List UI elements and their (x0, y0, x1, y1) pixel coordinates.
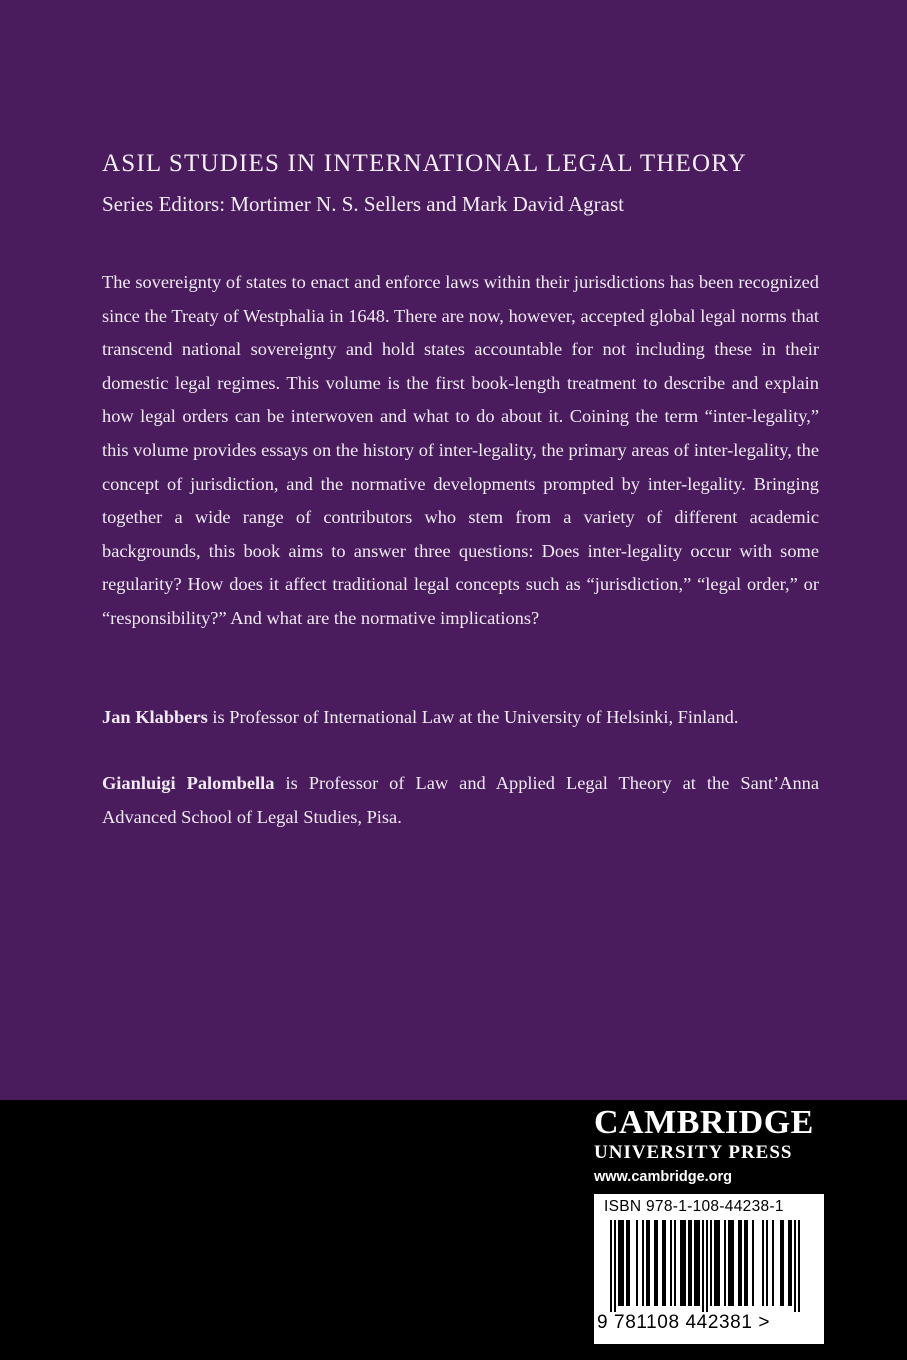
barcode-bar (670, 1220, 672, 1306)
barcode-bar (654, 1220, 656, 1306)
publisher-name: CAMBRIDGE (594, 1104, 814, 1141)
barcode-bar (610, 1220, 612, 1312)
barcode-bar (664, 1220, 666, 1306)
barcode-bar (788, 1220, 790, 1306)
barcode-bar (680, 1220, 682, 1306)
barcode-bar (620, 1220, 622, 1306)
barcode-bar (724, 1220, 726, 1306)
barcode-bar (710, 1220, 712, 1306)
barcode-bar (656, 1220, 658, 1306)
barcode-icon (600, 1220, 818, 1312)
barcode-bar (790, 1220, 792, 1306)
barcode-bar (752, 1220, 754, 1306)
barcode-bar (714, 1220, 716, 1306)
barcode-bar (740, 1220, 742, 1306)
barcode-bar (702, 1220, 704, 1312)
barcode-digits: 9 781108 442381 > (597, 1312, 771, 1333)
barcode-bar (728, 1220, 730, 1306)
barcode-bar (626, 1220, 628, 1306)
barcode-bar (798, 1220, 800, 1312)
book-description: The sovereignty of states to enact and enforce laws within their jurisdictions has been recognized since the Treaty of Westphalia in 1648. There are now, however, accepted global legal norms that transcend national sovereignty and hold states accountable for not including these in their domestic legal regimes. This volume is the first book-length treatment to describe and explain how legal orders can be interwoven and what to do about it. Coining the term “inter-legality,” this volume provides essays on the history of inter-legality, the primary areas of inter-legality, the concept of jurisdiction, and the normative developments prompted by inter-legality. Bringing together a wide range of contributors who stem from a variety of different academic backgrounds, this book aims to answer three questions: Does inter-legality occur with some regularity? How does it affect traditional legal concepts such as “jurisdiction,” “legal order,” or “responsibility?” And what are the normative implications? (102, 272, 819, 628)
isbn-label: ISBN 978-1-108-44238-1 (604, 1198, 784, 1215)
barcode-bar (682, 1220, 684, 1306)
barcode-bar (622, 1220, 624, 1306)
barcode-bar (718, 1220, 720, 1306)
barcode-bar (648, 1220, 650, 1306)
editor-bio-text-2: is Professor of Law and Applied Legal Theory at the Sant’Anna Advanced School of Legal Studies, Pisa. (102, 773, 820, 827)
publisher-website: www.cambridge.org (594, 1169, 733, 1185)
barcode-bar (614, 1220, 616, 1312)
series-editors: Series Editors: Mortimer N. S. Sellers and Mark David Agrast (102, 192, 625, 216)
barcode-bar (766, 1220, 768, 1306)
barcode-bar (694, 1220, 696, 1306)
publisher-logo (594, 1104, 826, 1187)
barcode-bar (688, 1220, 690, 1306)
barcode-bar (690, 1220, 692, 1306)
barcode-bar (732, 1220, 734, 1306)
editor-bio-2 (102, 767, 819, 834)
barcode-bar (706, 1220, 708, 1312)
barcode-bar (618, 1220, 620, 1306)
editor-name-1: Jan Klabbers (102, 707, 208, 727)
barcode-bar (782, 1220, 784, 1306)
barcode-bar (762, 1220, 764, 1306)
editor-bio-text-1: is Professor of International Law at the University of Helsinki, Finland. (207, 707, 739, 727)
editor-bio-1 (102, 701, 819, 735)
publisher-subtitle: UNIVERSITY PRESS (594, 1142, 793, 1163)
barcode-bar (716, 1220, 718, 1306)
barcode-bar (684, 1220, 686, 1306)
barcode-bar (636, 1220, 638, 1306)
barcode-bar (628, 1220, 630, 1306)
barcode-bar (674, 1220, 676, 1306)
series-title: ASIL STUDIES IN INTERNATIONAL LEGAL THEORY (102, 150, 748, 177)
barcode-bar (642, 1220, 644, 1306)
barcode-bar (730, 1220, 732, 1306)
barcode-bar (646, 1220, 648, 1306)
barcode-bar (698, 1220, 700, 1306)
barcode-panel (594, 1194, 824, 1344)
series-info (102, 148, 822, 218)
barcode-bar (744, 1220, 746, 1306)
barcode-bar (794, 1220, 796, 1312)
barcode-bar (696, 1220, 698, 1306)
barcode-bar (772, 1220, 774, 1306)
barcode-bar (780, 1220, 782, 1306)
barcode-bar (738, 1220, 740, 1306)
editor-name-2: Gianluigi Palombella (102, 773, 275, 793)
barcode-bar (662, 1220, 664, 1306)
barcode-bar (746, 1220, 748, 1306)
